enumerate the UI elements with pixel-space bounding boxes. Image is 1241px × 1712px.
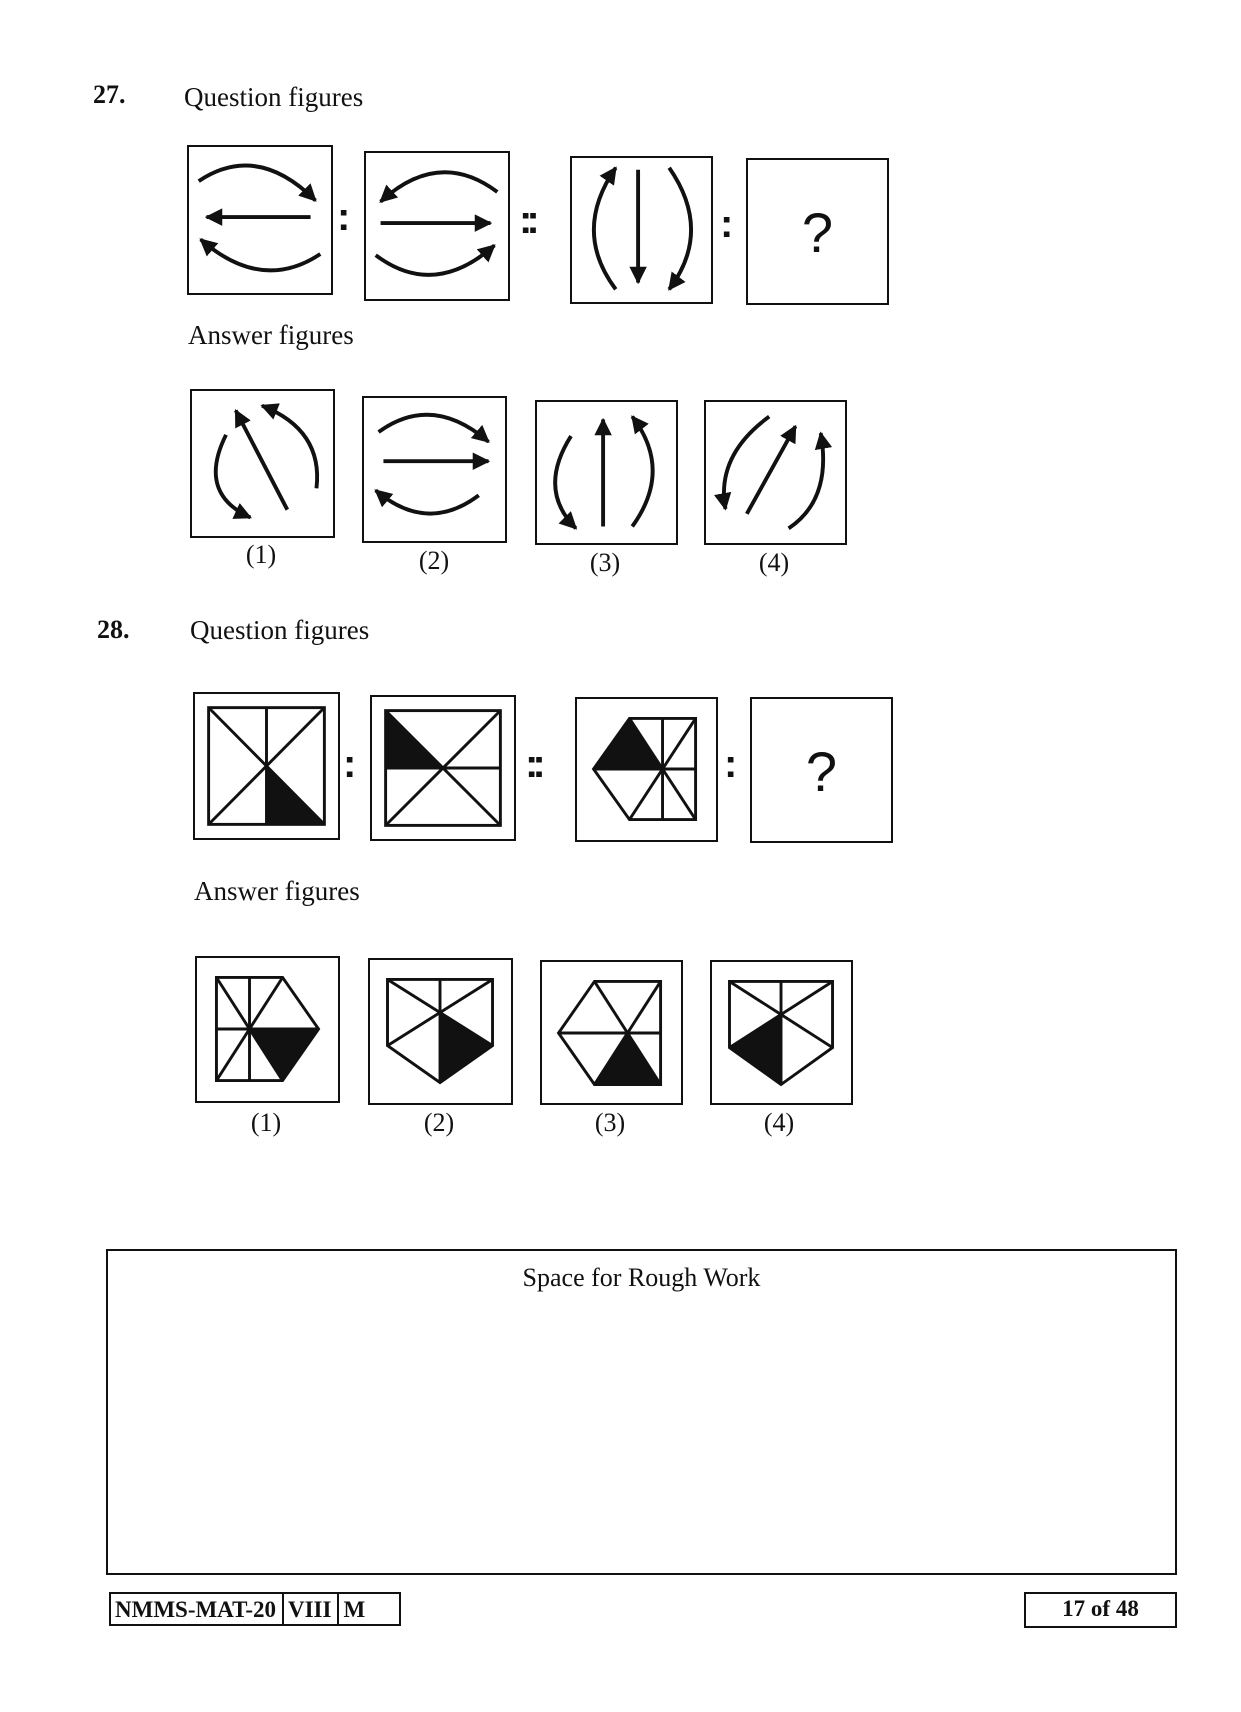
question-28-answer-label: Answer figures: [194, 876, 360, 906]
q28-answer-figure-3[interactable]: [540, 960, 683, 1105]
q27-option-4-label: (4): [758, 548, 790, 577]
q28-option-1-label: (1): [250, 1108, 282, 1137]
q27-answer-figure-1[interactable]: [190, 389, 335, 538]
q28-question-figure-3: [575, 697, 718, 842]
rough-work-title: Space for Rough Work: [522, 1263, 761, 1292]
rough-work-box[interactable]: [106, 1249, 1177, 1575]
q28-pair-separator-1: :: [343, 742, 357, 786]
q28-option-4-label: (4): [763, 1108, 795, 1137]
q28-question-figure-unknown: [750, 697, 893, 843]
q27-question-figure-1: [187, 145, 333, 295]
q27-option-1-label: (1): [245, 540, 277, 569]
question-28-number: 28.: [97, 615, 130, 644]
question-27-number: 27.: [93, 80, 126, 109]
q27-question-figure-2: [364, 151, 510, 301]
q28-option-2-label: (2): [423, 1108, 455, 1137]
class-code: VIII: [284, 1594, 339, 1624]
q27-question-figure-unknown: [746, 158, 889, 305]
q27-answer-figure-2[interactable]: [362, 396, 507, 543]
q28-question-figure-2: [370, 695, 516, 841]
paper-code-box: [109, 1592, 401, 1626]
q27-question-figure-3: [570, 156, 713, 304]
page-number: 17 of 48: [1024, 1592, 1177, 1628]
q28-answer-figure-4[interactable]: [710, 960, 853, 1105]
q28-answer-figure-2[interactable]: [368, 958, 513, 1105]
q27-answer-figure-3[interactable]: [535, 400, 678, 545]
q27-pair-separator-2: :: [720, 202, 734, 246]
question-27-question-label: Question figures: [184, 82, 364, 112]
q28-pair-separator-2: :: [724, 742, 738, 786]
q28-option-3-label: (3): [594, 1108, 626, 1137]
question-28-question-label: Question figures: [190, 615, 370, 645]
q27-option-2-label: (2): [418, 546, 450, 575]
variant-code: M: [343, 1597, 366, 1622]
q27-option-3-label: (3): [589, 548, 621, 577]
q28-analogy-separator: ::: [525, 742, 540, 786]
q28-answer-figure-1[interactable]: [195, 956, 340, 1103]
question-mark: ?: [801, 201, 834, 264]
q27-answer-figure-4[interactable]: [704, 400, 847, 545]
question-mark: ?: [805, 740, 838, 803]
q28-question-figure-1: [193, 692, 340, 840]
q27-pair-separator-1: :: [337, 195, 351, 239]
q27-analogy-separator: ::: [519, 198, 534, 242]
paper-code: NMMS-MAT-20: [111, 1594, 284, 1624]
question-27-answer-label: Answer figures: [188, 320, 354, 350]
